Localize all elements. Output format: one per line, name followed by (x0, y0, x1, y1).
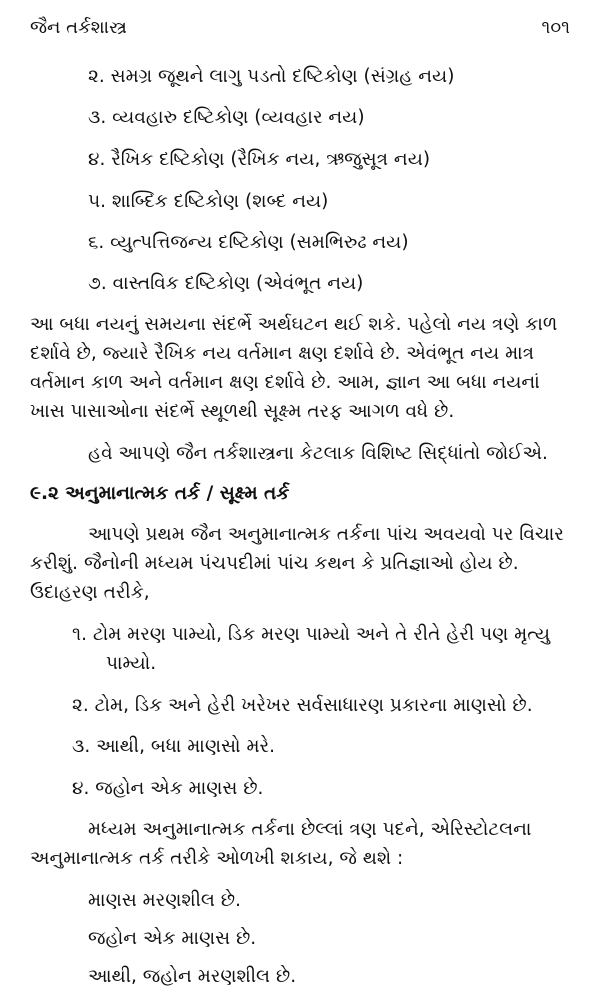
syllogism-line: આથી, જહોન મરણશીલ છે. (88, 966, 297, 987)
paragraph-line: વર્તમાન કાળ અને વર્તમાન ક્ષણ દર્શાવે છે. આમ, જ્ઞાન આ બધા નયનાં (30, 372, 540, 393)
running-title: જૈન તર્કશાસ્ત્ર (30, 16, 127, 38)
list-item-6: ૬. વ્યુત્પત્તિજન્ય દષ્ટિકોણ (સમભિરુઢ નય) (88, 232, 409, 253)
paragraph-line: અનુમાનાત્મક તર્ક તરીકે ઓળખી શકાય, જે થશે : (30, 848, 404, 869)
paragraph-line: કરીશું. જૈનોની મધ્યમ પંચપદીમાં પાંચ કથન કે પ્રતિજ્ઞાઓ હોય છે. (30, 553, 519, 574)
page-number: ૧૦૧ (541, 16, 570, 38)
list-item-4: ૪. રૈખિક દષ્ટિકોણ (રૈખિક નય, ઋજુસૂત્ર નય) (88, 149, 431, 170)
paragraph-line: દર્શાવે છે, જ્યારે રૈખિક નય વર્તમાન ક્ષણ દર્શાવે છે. એવંભૂત નય માત્ર (30, 343, 535, 364)
paragraph-line: હવે આપણે જૈન તર્કશાસ્ત્રના કેટલાક વિશિષ્ટ સિદ્ધાંતો જોઈએ. (88, 443, 548, 464)
example-item-3: ૩. આથી, બધા માણસો મરે. (72, 736, 275, 757)
syllogism-line: જહોન એક માણસ છે. (88, 928, 257, 949)
list-item-5: ૫. શાબ્દિક દષ્ટિકોણ (શબ્દ નય) (88, 191, 329, 212)
paragraph-line: મધ્યમ અનુમાનાત્મક તર્કના છેલ્લાં ત્રણ પદને, એરિસ્ટોટલના (88, 819, 532, 840)
example-item-1-continued: પામ્યો. (106, 653, 157, 674)
example-item-2: ૨. ટોમ, ડિક અને હેરી ખરેખર સર્વસાધારણ પ્રકારના માણસો છે. (72, 695, 533, 716)
list-item-7: ૭. વાસ્તવિક દષ્ટિકોણ (એવંભૂત નય) (88, 273, 364, 294)
paragraph-line: ખાસ પાસાઓના સંદર્ભે સ્થૂળથી સૂક્ષ્મ તરફ આગળ વધે છે. (30, 401, 455, 422)
page-header (30, 12, 570, 42)
list-item-3: ૩. વ્યવહારુ દષ્ટિકોણ (વ્યવહાર નય) (88, 107, 365, 128)
section-heading: ૯.૨ અનુમાનાત્મક તર્ક / સૂક્ષ્મ તર્ક (30, 483, 290, 504)
paragraph-line: ઉદાહરણ તરીકે, (30, 582, 150, 603)
example-item-4: ૪. જહોન એક માણસ છે. (72, 778, 264, 799)
paragraph-line: આ બધા નયનું સમયના સંદર્ભે અર્થઘટન થઈ શકે. પહેલો નય ત્રણે કાળ (30, 314, 558, 335)
syllogism-line: માણસ મરણશીલ છે. (88, 890, 241, 911)
paragraph-line: આપણે પ્રથમ જૈન અનુમાનાત્મક તર્કના પાંચ અવયવો પર વિચાર (88, 524, 564, 545)
example-item-1: ૧. ટોમ મરણ પામ્યો, ડિક મરણ પામ્યો અને તે રીતે હેરી પણ મૃત્યુ (72, 624, 551, 645)
list-item-2: ૨. સમગ્ર જૂથને લાગુ પડતો દષ્ટિકોણ (સંગ્રહ નય) (88, 66, 455, 87)
